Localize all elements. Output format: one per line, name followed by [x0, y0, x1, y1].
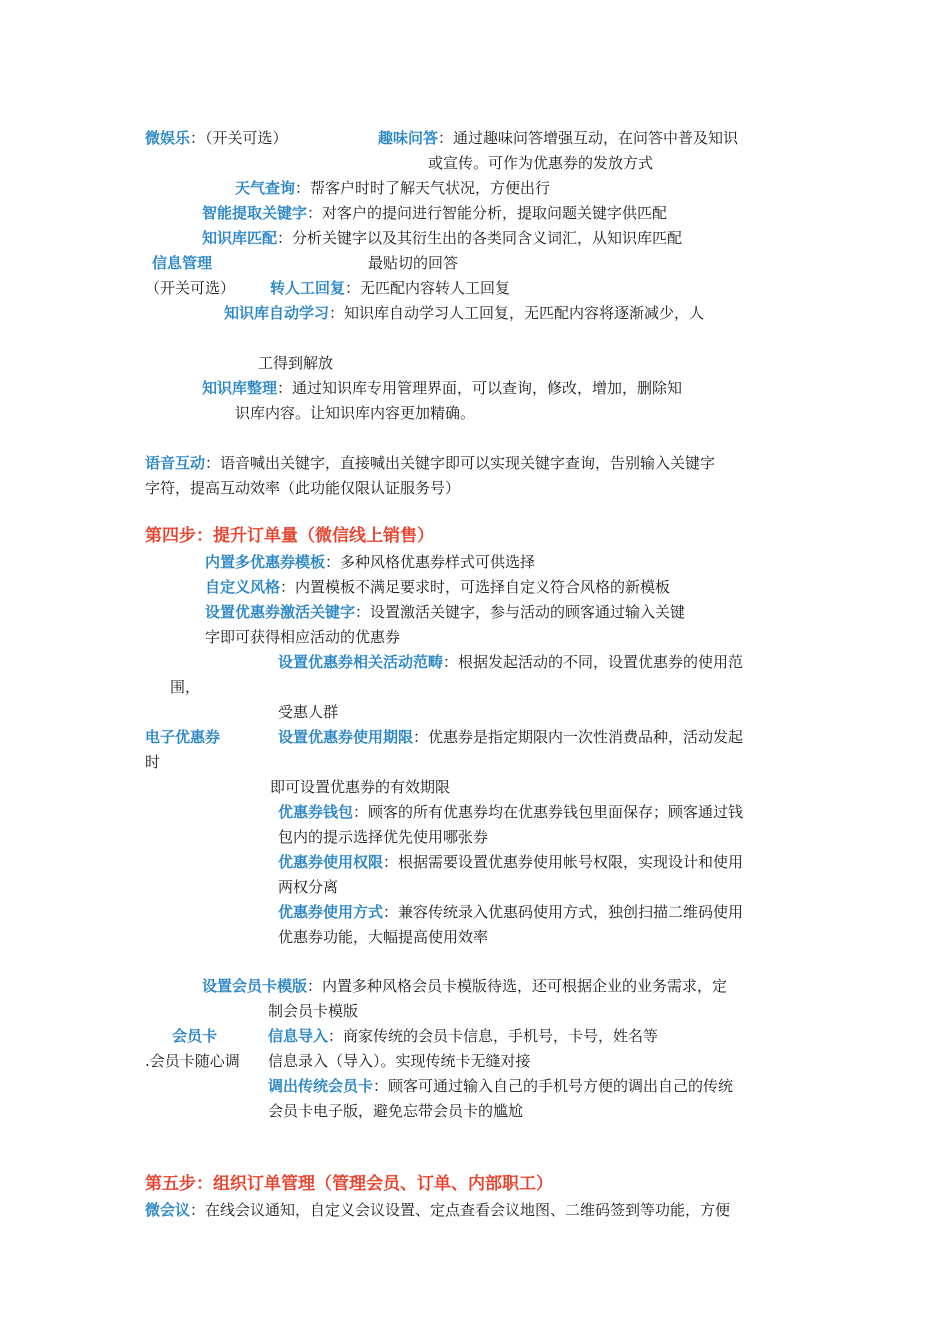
line-huiyuanka-moban — [202, 976, 727, 996]
desc: ：顾客可通过输入自己的手机号方便的调出自己的传统 — [373, 1077, 734, 1095]
keyword: 自定义风格 — [205, 578, 281, 596]
keyword: 微会议 — [145, 1201, 191, 1219]
keyword: 微娱乐 — [145, 129, 191, 147]
heading-step4: 第四步：提升订单量（微信线上销售） — [145, 526, 434, 546]
keyword: 天气查询 — [235, 179, 296, 197]
keyword: 内置多优惠券模板 — [205, 553, 326, 571]
line-moban — [205, 552, 535, 572]
keyword: 信息导入 — [268, 1027, 329, 1045]
desc: ：帮客户时时了解天气状况，方便出行 — [295, 179, 551, 197]
desc: ：根据发起活动的不同，设置优惠券的使用范 — [443, 653, 744, 671]
desc: ：商家传统的会员卡信息，手机号，卡号，姓名等 — [328, 1027, 659, 1045]
desc: ：知识库自动学习人工回复，无匹配内容将逐渐减少，人 — [329, 304, 705, 322]
desc: ：在线会议通知，自定义会议设置、定点查看会议地图、二维码签到等功能，方便 — [190, 1201, 731, 1219]
keyword: 调出传统会员卡 — [268, 1077, 374, 1095]
keyword: 设置优惠券激活关键字 — [205, 603, 356, 621]
heading-step5: 第五步：组织订单管理（管理会员、订单、内部职工） — [145, 1174, 553, 1194]
desc: ：顾客的所有优惠券均在优惠券钱包里面保存；顾客通过钱 — [353, 803, 744, 821]
line-tiqu — [202, 203, 667, 223]
desc: ：通过知识库专用管理界面，可以查询，修改，增加，删除知 — [277, 379, 683, 397]
keyword: 设置会员卡模版 — [202, 977, 308, 995]
text-line: 字即可获得相应活动的优惠券 — [205, 628, 401, 646]
desc: ：无匹配内容转人工回复 — [345, 279, 511, 297]
keyword: 智能提取关键字 — [202, 204, 308, 222]
line-jihuo — [205, 602, 685, 622]
line-fangshi — [278, 902, 743, 922]
line-quanxian — [278, 852, 743, 872]
desc: ：分析关键字以及其衍生出的各类同含义词汇，从知识库匹配 — [277, 229, 683, 247]
keyword: 优惠券钱包 — [278, 803, 354, 821]
line-diaochu — [268, 1076, 733, 1096]
line-fanchou — [278, 652, 743, 672]
line-wei-yule — [145, 128, 288, 148]
line-rengong — [270, 278, 510, 298]
text-line: 优惠券功能，大幅提高使用效率 — [278, 928, 489, 946]
line-quwei-wenda — [378, 128, 738, 148]
line-fengge — [205, 577, 670, 597]
desc: ：根据需要设置优惠券使用帐号权限，实现设计和使用 — [383, 853, 744, 871]
line-tianqi — [235, 178, 550, 198]
keyword: 设置优惠券使用期限 — [278, 728, 414, 746]
text-line: 或宣传。可作为优惠券的发放方式 — [428, 154, 654, 172]
desc: ：对客户的提问进行智能分析，提取问题关键字供匹配 — [307, 204, 668, 222]
text-line: 识库内容。让知识库内容更加精确。 — [235, 404, 476, 422]
text-suixin: .会员卡随心调 — [145, 1052, 240, 1070]
text-line: 字符，提高互动效率（此功能仅限认证服务号） — [145, 479, 461, 497]
text-line: 围， — [170, 678, 201, 696]
text-line: 制会员卡模版 — [268, 1002, 359, 1020]
text-line: 时 — [145, 753, 161, 771]
text-line: 包内的提示选择优先使用哪张券 — [278, 828, 489, 846]
line-daoru — [268, 1026, 658, 1046]
desc: ：通过趣味问答增强互动，在问答中普及知识 — [438, 129, 739, 147]
text-line: 工得到解放 — [258, 354, 334, 372]
text-line: 会员卡电子版，避免忘带会员卡的尴尬 — [268, 1102, 524, 1120]
keyword: 语音互动 — [145, 454, 206, 472]
desc: ：（开关可选） — [190, 129, 288, 147]
keyword: 转人工回复 — [270, 279, 346, 297]
label-dianzi-youhuiquan: 电子优惠券 — [145, 728, 221, 746]
keyword: 知识库整理 — [202, 379, 278, 397]
desc: ：兼容传统录入优惠码使用方式，独创扫描二维码使用 — [383, 903, 744, 921]
text-line: 最贴切的回答 — [368, 254, 459, 272]
keyword: 趣味问答 — [378, 129, 439, 147]
line-qixian — [278, 727, 743, 747]
line-yuyin — [145, 453, 715, 473]
text-line: 即可设置优惠券的有效期限 — [270, 778, 451, 796]
desc: ：语音喊出关键字，直接喊出关键字即可以实现关键字查询，告别输入关键字 — [205, 454, 716, 472]
desc: ：优惠券是指定期限内一次性消费品种，活动发起 — [413, 728, 744, 746]
keyword: 优惠券使用方式 — [278, 903, 384, 921]
label-xinxi: 信息管理 — [152, 254, 213, 272]
line-pipei — [202, 228, 682, 248]
line-zidong — [224, 303, 704, 323]
keyword: 知识库匹配 — [202, 229, 278, 247]
text-line: 两权分离 — [278, 878, 339, 896]
text-line: 信息录入（导入）。实现传统卡无缝对接 — [268, 1052, 531, 1070]
line-weihuiyi — [145, 1200, 730, 1220]
desc: ：设置激活关键字，参与活动的顾客通过输入关键 — [355, 603, 686, 621]
keyword: 设置优惠券相关活动范畴 — [278, 653, 444, 671]
desc: ：内置多种风格会员卡模版待选，还可根据企业的业务需求，定 — [307, 977, 728, 995]
line-zhengli — [202, 378, 682, 398]
keyword: 知识库自动学习 — [224, 304, 330, 322]
keyword: 优惠券使用权限 — [278, 853, 384, 871]
desc: ：内置模板不满足要求时，可选择自定义符合风格的新模板 — [280, 578, 671, 596]
line-qianbao — [278, 802, 743, 822]
desc: ：多种风格优惠券样式可供选择 — [325, 553, 536, 571]
text-line: 受惠人群 — [278, 703, 339, 721]
text-kaiguan: （开关可选） — [145, 279, 236, 297]
label-huiyuanka: 会员卡 — [172, 1027, 218, 1045]
